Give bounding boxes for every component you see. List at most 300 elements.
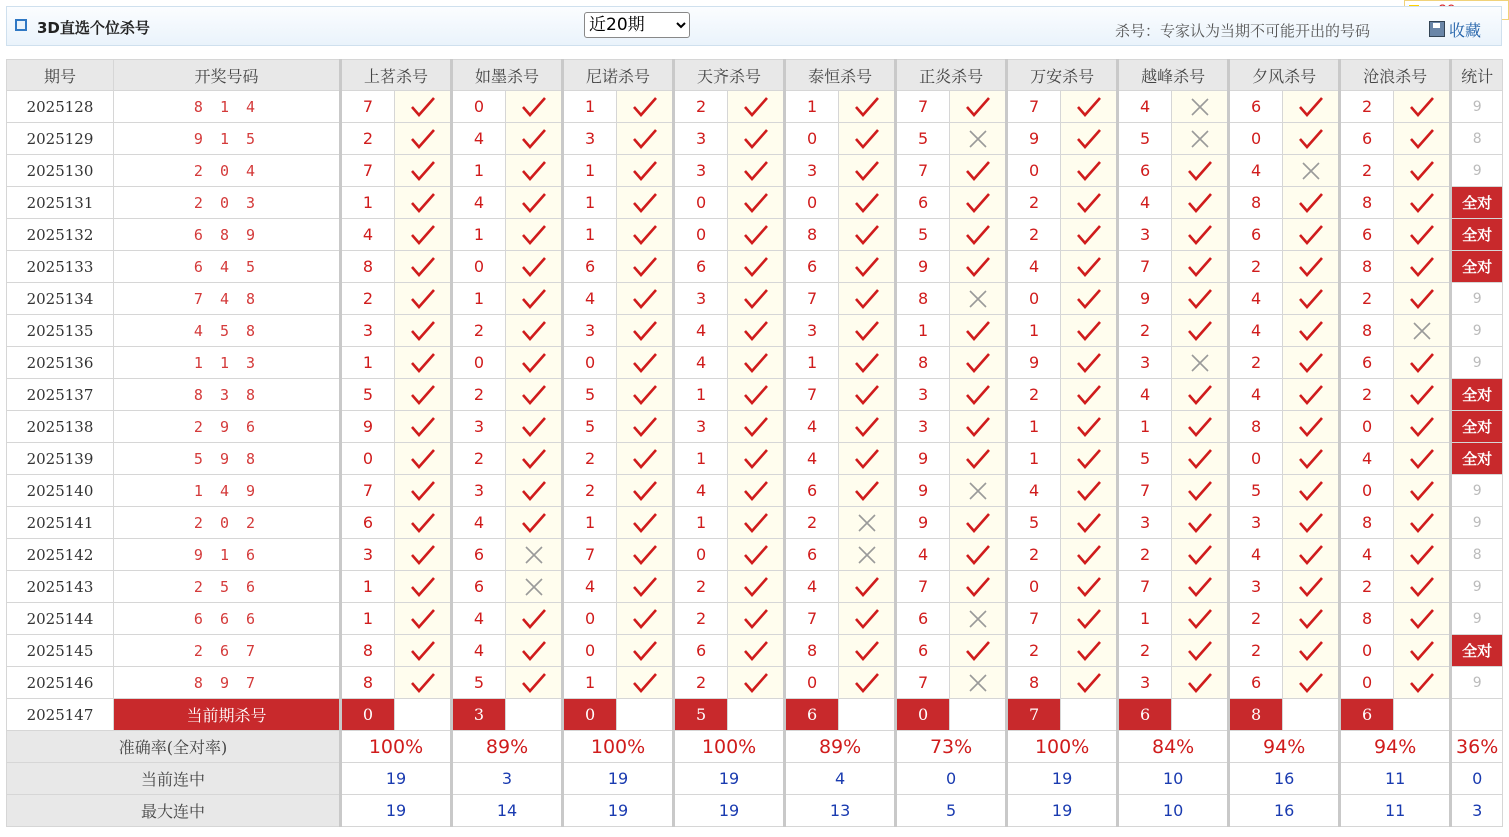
checkbox-icon [15, 19, 27, 31]
check-icon [410, 160, 436, 182]
check-icon [1298, 448, 1324, 470]
draw-number-cell: 2 0 4 [114, 155, 341, 187]
check-icon [743, 96, 769, 118]
cross-icon [965, 672, 991, 694]
hit-mark-cell [506, 155, 563, 187]
check-icon [965, 192, 991, 214]
current-stat-cell [1451, 699, 1503, 731]
check-icon [410, 96, 436, 118]
kill-number-cell: 2 [452, 315, 506, 347]
col-header-expert: 万安杀号 [1007, 60, 1118, 91]
kill-number-cell: 4 [1118, 379, 1172, 411]
check-icon [632, 608, 658, 630]
hit-mark-cell [1172, 123, 1229, 155]
kill-number-cell: 8 [896, 283, 950, 315]
check-icon [1076, 192, 1102, 214]
draw-number-cell: 9 1 6 [114, 539, 341, 571]
period-cell: 2025128 [7, 91, 114, 123]
stat-cell: 全对 [1451, 187, 1503, 219]
hit-mark-cell [728, 91, 785, 123]
hit-mark-cell [728, 603, 785, 635]
check-icon [854, 128, 880, 150]
hit-mark-cell [1283, 507, 1340, 539]
kill-number-cell: 1 [896, 315, 950, 347]
kill-number-cell: 1 [1118, 603, 1172, 635]
kill-number-cell: 4 [674, 315, 728, 347]
check-icon [854, 416, 880, 438]
check-icon [743, 192, 769, 214]
kill-number-cell: 6 [674, 251, 728, 283]
kill-number-cell: 1 [563, 219, 617, 251]
kill-number-cell: 3 [1118, 347, 1172, 379]
hit-mark-cell [1394, 315, 1451, 347]
current-blank-cell [839, 699, 896, 731]
kill-number-cell: 4 [785, 443, 839, 475]
stat-cell: 9 [1451, 91, 1503, 123]
table-row [7, 347, 1503, 379]
summary-value: 13 [785, 795, 896, 827]
kill-number-cell: 4 [1007, 251, 1061, 283]
hit-mark-cell [1172, 603, 1229, 635]
kill-number-cell: 5 [452, 667, 506, 699]
hit-mark-cell [1394, 539, 1451, 571]
kill-number-cell: 1 [341, 571, 395, 603]
current-kill-cell: 6 [1118, 699, 1172, 731]
kill-number-cell: 3 [341, 539, 395, 571]
favorite-link[interactable] [1429, 18, 1481, 41]
cross-icon [1187, 128, 1213, 150]
check-icon [1409, 352, 1435, 374]
draw-number-cell: 2 6 7 [114, 635, 341, 667]
kill-number-cell: 7 [896, 571, 950, 603]
hit-mark-cell [728, 475, 785, 507]
hit-mark-cell [1172, 635, 1229, 667]
current-blank-cell [1061, 699, 1118, 731]
check-icon [854, 288, 880, 310]
hit-mark-cell [728, 347, 785, 379]
kill-number-cell: 6 [896, 635, 950, 667]
table-row [7, 379, 1503, 411]
hit-mark-cell [1172, 379, 1229, 411]
hit-mark-cell [1172, 315, 1229, 347]
cross-icon [1187, 96, 1213, 118]
hit-mark-cell [1061, 475, 1118, 507]
table-row [7, 443, 1503, 475]
hit-mark-cell [1061, 187, 1118, 219]
kill-number-cell: 8 [785, 219, 839, 251]
kill-number-cell: 0 [1229, 123, 1283, 155]
draw-number-cell: 2 0 3 [114, 187, 341, 219]
hit-mark-cell [1172, 667, 1229, 699]
check-icon [965, 640, 991, 662]
hit-mark-cell [839, 603, 896, 635]
kill-number-cell: 1 [1118, 411, 1172, 443]
check-icon [521, 192, 547, 214]
col-header-expert: 天齐杀号 [674, 60, 785, 91]
stat-cell: 全对 [1451, 443, 1503, 475]
current-kill-cell: 0 [563, 699, 617, 731]
check-icon [1409, 512, 1435, 534]
draw-number-cell: 1 1 3 [114, 347, 341, 379]
kill-number-cell: 4 [452, 635, 506, 667]
check-icon [1298, 256, 1324, 278]
hit-mark-cell [728, 251, 785, 283]
kill-number-cell: 6 [674, 635, 728, 667]
kill-number-cell: 4 [785, 571, 839, 603]
cross-icon [854, 544, 880, 566]
current-blank-cell [617, 699, 674, 731]
kill-number-cell: 8 [341, 635, 395, 667]
check-icon [521, 160, 547, 182]
period-cell: 2025130 [7, 155, 114, 187]
check-icon [1187, 192, 1213, 214]
check-icon [632, 256, 658, 278]
hit-mark-cell [728, 507, 785, 539]
check-icon [410, 256, 436, 278]
hit-mark-cell [950, 635, 1007, 667]
kill-number-cell: 0 [785, 123, 839, 155]
hit-mark-cell [395, 603, 452, 635]
check-icon [1187, 480, 1213, 502]
hit-mark-cell [1394, 635, 1451, 667]
current-blank-cell [1172, 699, 1229, 731]
check-icon [743, 160, 769, 182]
hit-mark-cell [1283, 571, 1340, 603]
check-icon [632, 320, 658, 342]
current-kill-cell: 7 [1007, 699, 1061, 731]
check-icon [1187, 320, 1213, 342]
kill-number-cell: 2 [1007, 539, 1061, 571]
check-icon [1187, 448, 1213, 470]
table-row [7, 91, 1503, 123]
kill-number-cell: 6 [452, 539, 506, 571]
check-icon [1187, 608, 1213, 630]
col-header-expert: 如墨杀号 [452, 60, 563, 91]
hit-mark-cell [728, 411, 785, 443]
kill-number-cell: 3 [674, 411, 728, 443]
check-icon [410, 352, 436, 374]
hit-mark-cell [1172, 443, 1229, 475]
check-icon [1298, 288, 1324, 310]
kill-number-cell: 3 [1229, 571, 1283, 603]
hit-mark-cell [1061, 379, 1118, 411]
hit-mark-cell [506, 347, 563, 379]
period-cell: 2025139 [7, 443, 114, 475]
kill-number-cell: 6 [1118, 155, 1172, 187]
kill-number-cell: 8 [1229, 411, 1283, 443]
hit-mark-cell [950, 411, 1007, 443]
check-icon [854, 192, 880, 214]
hit-mark-cell [617, 443, 674, 475]
hit-mark-cell [506, 539, 563, 571]
check-icon [743, 672, 769, 694]
period-cell: 2025145 [7, 635, 114, 667]
table-row [7, 155, 1503, 187]
hit-mark-cell [1283, 219, 1340, 251]
check-icon [1409, 640, 1435, 662]
check-icon [1187, 640, 1213, 662]
current-kill-cell: 3 [452, 699, 506, 731]
check-icon [632, 128, 658, 150]
check-icon [743, 576, 769, 598]
hit-mark-cell [839, 283, 896, 315]
check-icon [1298, 416, 1324, 438]
summary-value: 84% [1118, 731, 1229, 763]
summary-value: 89% [452, 731, 563, 763]
draw-number-cell: 6 6 6 [114, 603, 341, 635]
check-icon [965, 576, 991, 598]
current-kill-cell: 6 [1340, 699, 1394, 731]
summary-value: 19 [1007, 795, 1118, 827]
check-icon [965, 320, 991, 342]
stat-cell: 全对 [1451, 251, 1503, 283]
check-icon [410, 512, 436, 534]
kill-number-cell: 6 [341, 507, 395, 539]
kill-number-cell: 4 [1229, 155, 1283, 187]
period-cell: 2025131 [7, 187, 114, 219]
kill-number-cell: 7 [1007, 603, 1061, 635]
check-icon [1298, 608, 1324, 630]
hit-mark-cell [950, 667, 1007, 699]
check-icon [965, 224, 991, 246]
kill-number-cell: 4 [452, 603, 506, 635]
check-icon [521, 320, 547, 342]
kill-number-cell: 6 [785, 251, 839, 283]
kill-number-cell: 4 [563, 283, 617, 315]
hit-mark-cell [950, 187, 1007, 219]
period-cell: 2025140 [7, 475, 114, 507]
draw-number-cell: 1 4 9 [114, 475, 341, 507]
kill-number-cell: 7 [896, 667, 950, 699]
kill-number-cell: 2 [1118, 539, 1172, 571]
hit-mark-cell [839, 667, 896, 699]
kill-number-cell: 6 [452, 571, 506, 603]
hit-mark-cell [728, 667, 785, 699]
hit-mark-cell [1172, 411, 1229, 443]
check-icon [1187, 224, 1213, 246]
kill-number-cell: 3 [896, 411, 950, 443]
summary-value: 10 [1118, 795, 1229, 827]
check-icon [854, 256, 880, 278]
kill-number-cell: 6 [1229, 219, 1283, 251]
table-row [7, 219, 1503, 251]
check-icon [854, 448, 880, 470]
range-select[interactable] [584, 12, 690, 38]
check-icon [1076, 544, 1102, 566]
hit-mark-cell [1172, 539, 1229, 571]
stat-cell: 8 [1451, 123, 1503, 155]
check-icon [410, 320, 436, 342]
hit-mark-cell [950, 155, 1007, 187]
check-icon [1298, 192, 1324, 214]
kill-number-cell: 1 [341, 603, 395, 635]
hit-mark-cell [839, 507, 896, 539]
hit-mark-cell [1061, 251, 1118, 283]
hit-mark-cell [506, 219, 563, 251]
check-icon [1076, 416, 1102, 438]
check-icon [854, 96, 880, 118]
hit-mark-cell [395, 155, 452, 187]
draw-number-cell: 9 1 5 [114, 123, 341, 155]
hit-mark-cell [506, 123, 563, 155]
hit-mark-cell [1061, 539, 1118, 571]
summary-value: 0 [896, 763, 1007, 795]
hit-mark-cell [506, 379, 563, 411]
check-icon [521, 512, 547, 534]
check-icon [1409, 160, 1435, 182]
check-icon [1076, 256, 1102, 278]
hit-mark-cell [1283, 603, 1340, 635]
hit-mark-cell [1283, 91, 1340, 123]
hit-mark-cell [1394, 283, 1451, 315]
hit-mark-cell [728, 571, 785, 603]
kill-number-cell: 3 [785, 315, 839, 347]
favorite-label: 收藏 [1449, 21, 1482, 40]
summary-value: 94% [1229, 731, 1340, 763]
check-icon [521, 256, 547, 278]
cross-icon [854, 512, 880, 534]
check-icon [743, 320, 769, 342]
hit-mark-cell [839, 443, 896, 475]
col-header-expert: 上茗杀号 [341, 60, 452, 91]
kill-number-cell: 7 [896, 91, 950, 123]
summary-row [7, 763, 1503, 795]
hit-mark-cell [506, 283, 563, 315]
table-row [7, 539, 1503, 571]
check-icon [965, 512, 991, 534]
kill-number-cell: 2 [1340, 91, 1394, 123]
kill-number-cell: 1 [452, 219, 506, 251]
kill-number-cell: 0 [563, 635, 617, 667]
current-row [7, 699, 1503, 731]
hit-mark-cell [617, 91, 674, 123]
kill-number-cell: 4 [785, 411, 839, 443]
table-row [7, 603, 1503, 635]
stat-cell: 全对 [1451, 635, 1503, 667]
kill-number-cell: 0 [674, 539, 728, 571]
kill-number-cell: 2 [1340, 283, 1394, 315]
check-icon [1076, 160, 1102, 182]
hit-mark-cell [1061, 91, 1118, 123]
period-cell: 2025132 [7, 219, 114, 251]
kill-number-cell: 7 [785, 379, 839, 411]
check-icon [1409, 448, 1435, 470]
hit-mark-cell [506, 251, 563, 283]
check-icon [410, 192, 436, 214]
kill-number-cell: 8 [1340, 507, 1394, 539]
check-icon [854, 320, 880, 342]
hit-mark-cell [395, 667, 452, 699]
cross-icon [1298, 160, 1324, 182]
stat-cell: 9 [1451, 155, 1503, 187]
cross-icon [521, 544, 547, 566]
hit-mark-cell [950, 347, 1007, 379]
summary-value: 19 [563, 763, 674, 795]
hit-mark-cell [839, 315, 896, 347]
hit-mark-cell [617, 379, 674, 411]
check-icon [743, 608, 769, 630]
hit-mark-cell [839, 123, 896, 155]
period-cell: 2025136 [7, 347, 114, 379]
check-icon [965, 256, 991, 278]
check-icon [410, 608, 436, 630]
summary-value: 89% [785, 731, 896, 763]
hit-mark-cell [395, 283, 452, 315]
hit-mark-cell [395, 91, 452, 123]
kill-number-cell: 3 [785, 155, 839, 187]
kill-number-cell: 2 [674, 571, 728, 603]
hit-mark-cell [395, 379, 452, 411]
table-row [7, 251, 1503, 283]
check-icon [632, 288, 658, 310]
col-header-expert: 泰恒杀号 [785, 60, 896, 91]
kill-number-cell: 0 [1340, 635, 1394, 667]
hit-mark-cell [1283, 379, 1340, 411]
kill-number-cell: 3 [563, 123, 617, 155]
current-kill-cell: 6 [785, 699, 839, 731]
check-icon [410, 224, 436, 246]
hit-mark-cell [617, 187, 674, 219]
summary-value: 10 [1118, 763, 1229, 795]
kill-number-cell: 5 [341, 379, 395, 411]
kill-number-cell: 2 [1007, 219, 1061, 251]
kill-number-cell: 0 [452, 91, 506, 123]
kill-number-cell: 9 [896, 507, 950, 539]
kill-number-cell: 3 [452, 411, 506, 443]
kill-number-cell: 4 [1229, 539, 1283, 571]
summary-label: 准确率(全对率) [7, 731, 341, 763]
check-icon [1076, 640, 1102, 662]
hit-mark-cell [506, 187, 563, 219]
hit-mark-cell [839, 379, 896, 411]
hit-mark-cell [1394, 507, 1451, 539]
check-icon [1298, 512, 1324, 534]
kill-number-cell: 2 [785, 507, 839, 539]
kill-number-cell: 3 [1118, 219, 1172, 251]
check-icon [1409, 192, 1435, 214]
kill-number-cell: 5 [563, 379, 617, 411]
check-icon [1076, 128, 1102, 150]
check-icon [521, 288, 547, 310]
summary-value: 11 [1340, 763, 1451, 795]
kill-number-cell: 2 [452, 379, 506, 411]
summary-value: 100% [674, 731, 785, 763]
kill-number-cell: 2 [1007, 635, 1061, 667]
hit-mark-cell [1394, 123, 1451, 155]
kill-number-cell: 0 [1007, 571, 1061, 603]
kill-number-cell: 5 [1118, 123, 1172, 155]
check-icon [1187, 160, 1213, 182]
draw-number-cell: 6 4 5 [114, 251, 341, 283]
hit-mark-cell [395, 187, 452, 219]
hit-mark-cell [395, 539, 452, 571]
kill-number-cell: 0 [452, 347, 506, 379]
hit-mark-cell [617, 603, 674, 635]
hit-mark-cell [839, 539, 896, 571]
kill-number-cell: 6 [1229, 667, 1283, 699]
kill-number-cell: 3 [1118, 507, 1172, 539]
hit-mark-cell [617, 635, 674, 667]
kill-number-cell: 7 [341, 155, 395, 187]
kill-number-cell: 9 [341, 411, 395, 443]
kill-number-cell: 4 [1229, 379, 1283, 411]
kill-number-cell: 5 [896, 123, 950, 155]
hit-mark-cell [950, 251, 1007, 283]
hit-mark-cell [617, 315, 674, 347]
hit-mark-cell [950, 443, 1007, 475]
kill-number-cell: 3 [674, 283, 728, 315]
kill-number-cell: 4 [1118, 91, 1172, 123]
